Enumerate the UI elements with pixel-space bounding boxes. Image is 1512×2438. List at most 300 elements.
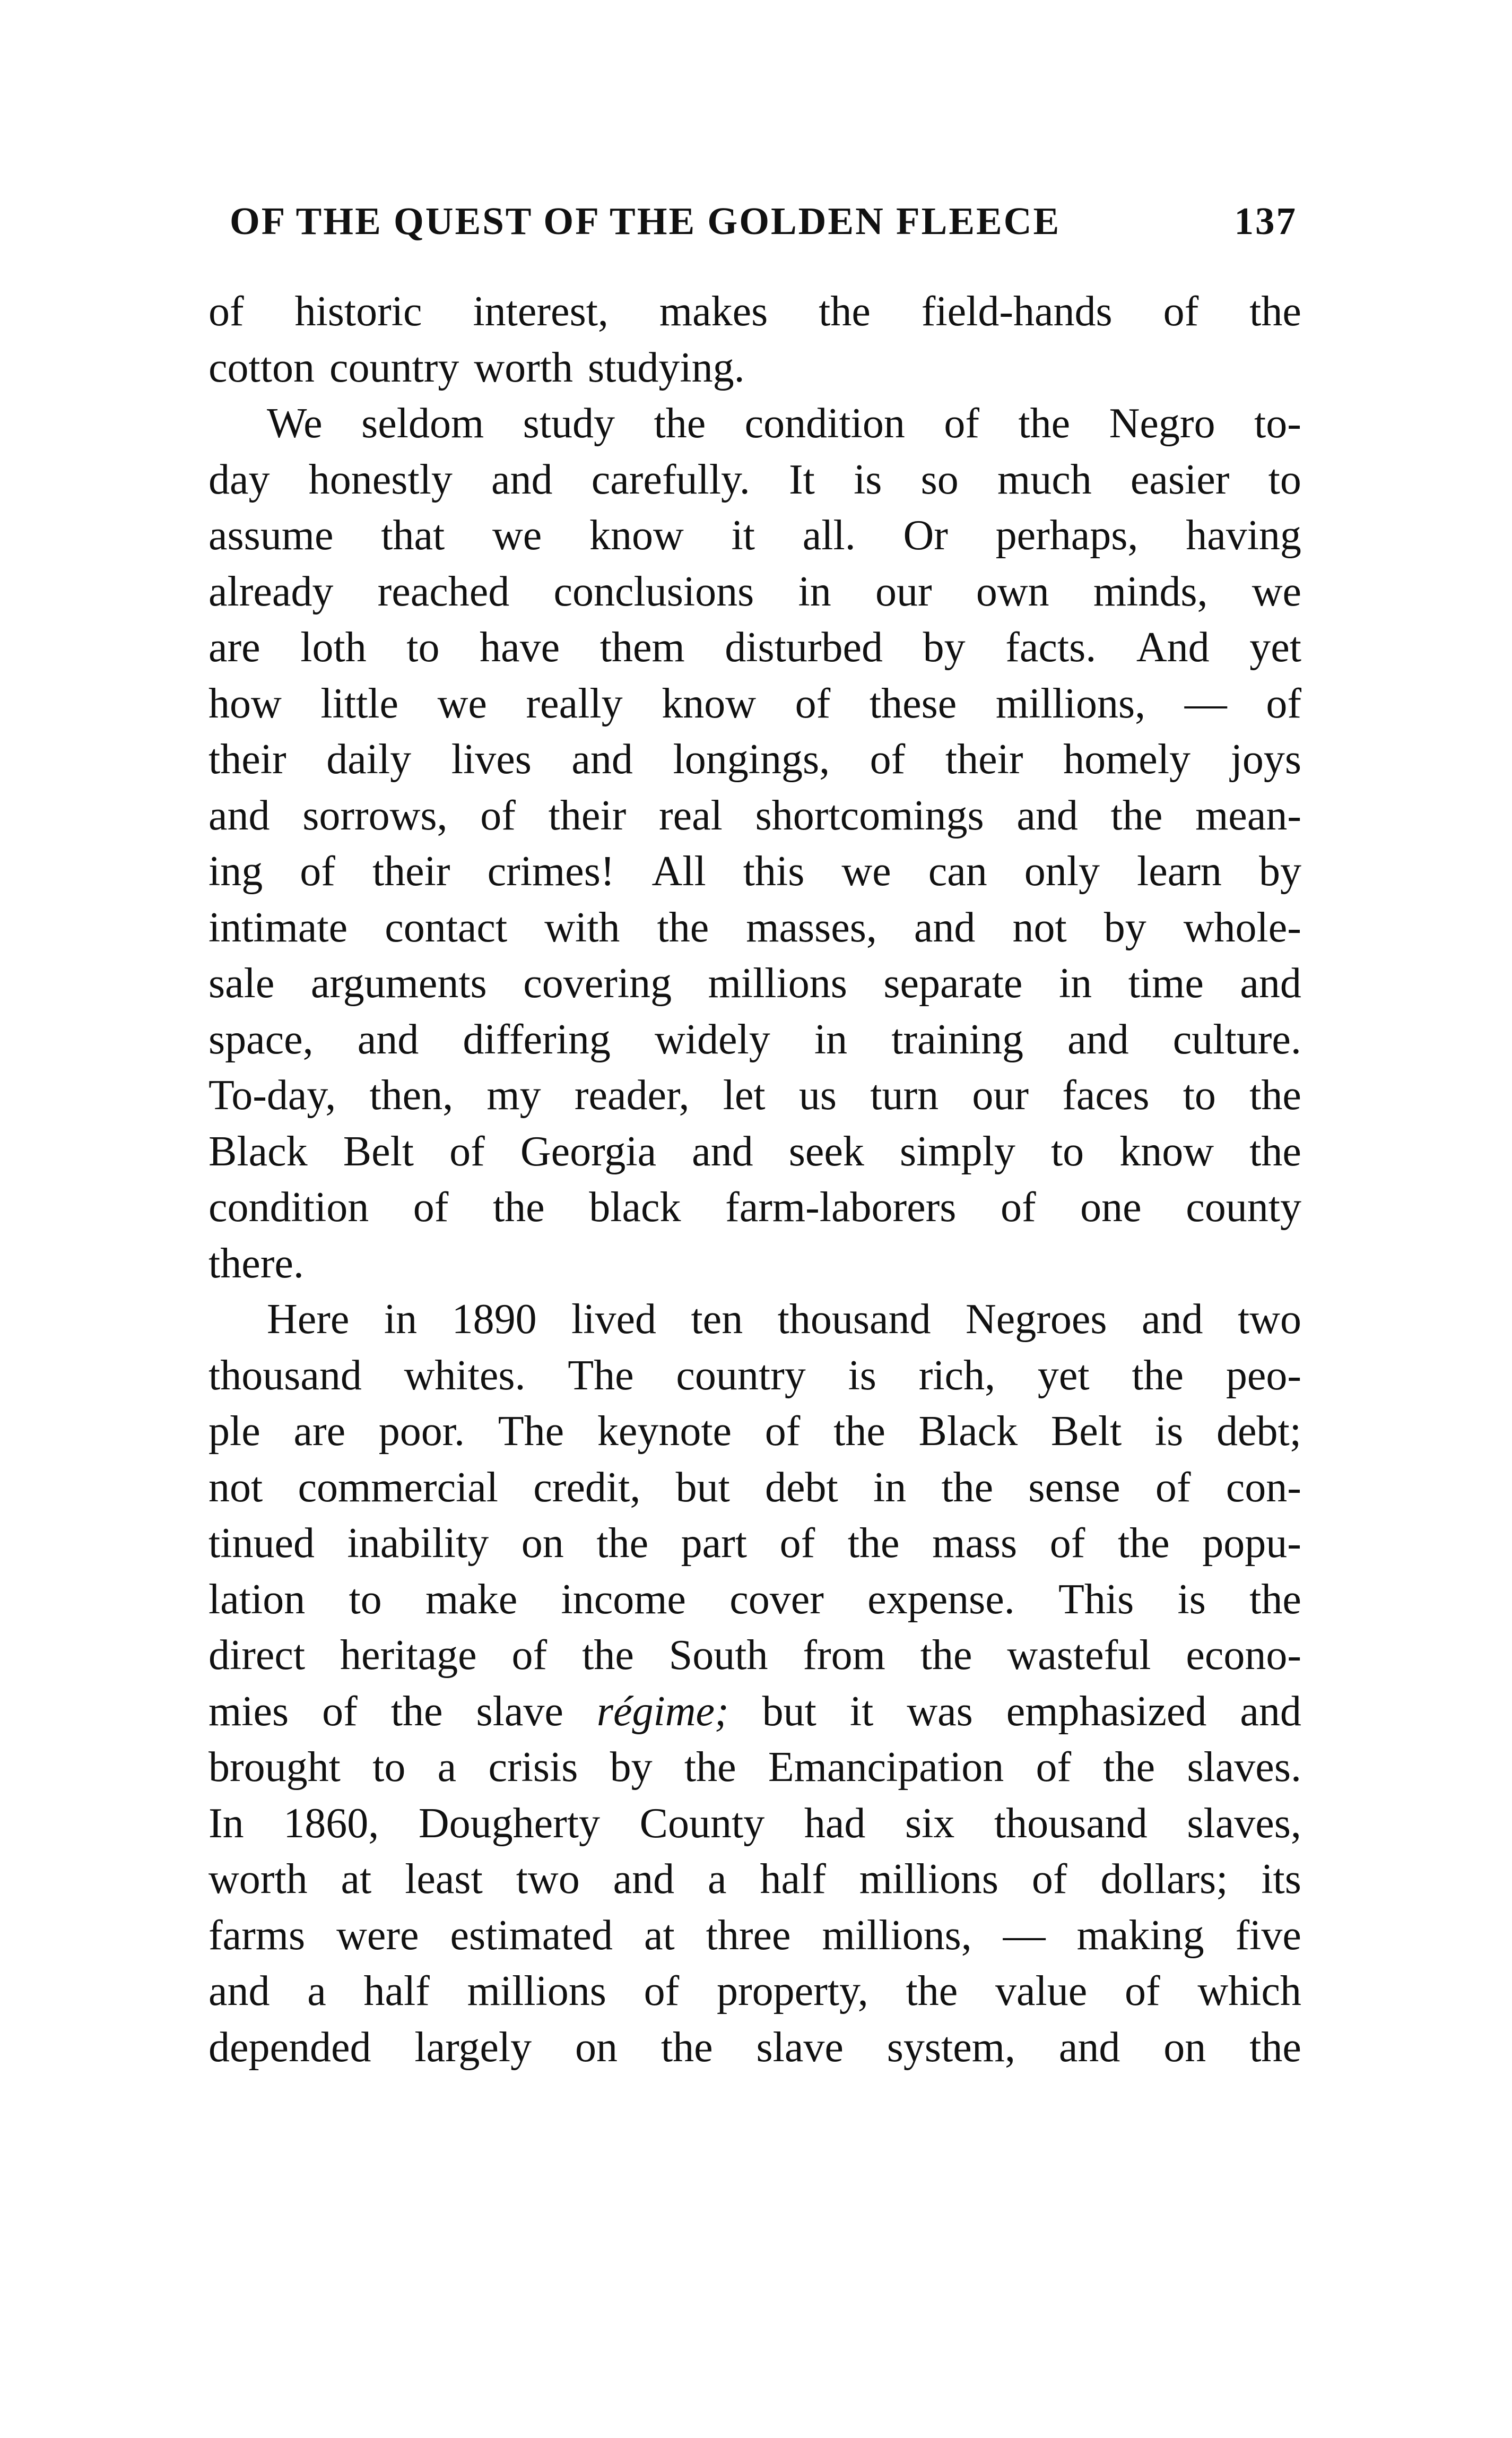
word: loth (300, 624, 367, 671)
word: by (610, 1744, 653, 1791)
word: the (657, 904, 709, 951)
word: little (320, 680, 399, 727)
word: mean- (1195, 792, 1301, 839)
word: only (1024, 848, 1100, 895)
word: daily (326, 736, 412, 783)
word: Negroes (965, 1296, 1107, 1343)
word: whole- (1183, 904, 1301, 951)
word: of (1155, 1464, 1191, 1511)
word: Or (903, 512, 948, 559)
word: Negro (1109, 400, 1215, 447)
word: was (907, 1688, 973, 1735)
word: of (322, 1688, 358, 1735)
text-line (208, 732, 1301, 788)
word: easier (1130, 456, 1230, 503)
word: millions, (995, 680, 1146, 727)
word: the (1249, 2024, 1301, 2071)
word: con- (1226, 1464, 1301, 1511)
word: having (1186, 512, 1301, 559)
word: dollars; (1100, 1856, 1228, 1903)
word: day (208, 456, 270, 503)
word: is (1154, 1408, 1184, 1455)
word: simply (900, 1128, 1015, 1175)
word: of (208, 288, 244, 335)
word: poor. (378, 1408, 465, 1455)
word: we (492, 512, 542, 559)
word: the (661, 2024, 713, 2071)
word: thousand (777, 1296, 931, 1343)
word: culture. (1172, 1016, 1301, 1063)
text-line (208, 1740, 1301, 1796)
word: inability (347, 1520, 489, 1567)
word: with (544, 904, 620, 951)
word: historic (294, 288, 422, 335)
word: régime; (596, 1688, 729, 1735)
word: of (870, 736, 906, 783)
word: sense (1028, 1464, 1120, 1511)
word: reached (377, 568, 510, 615)
word: Georgia (520, 1128, 657, 1175)
text-line (208, 1012, 1301, 1068)
word: worth (474, 344, 573, 391)
word: of (644, 1968, 680, 2015)
word: millions (859, 1856, 998, 1903)
word: Here (267, 1296, 350, 1343)
word: studying. (587, 344, 745, 391)
word: slaves, (1187, 1800, 1301, 1847)
word: one (1080, 1184, 1142, 1231)
word: value (995, 1968, 1088, 2015)
text-line (208, 788, 1301, 844)
text-line (208, 1572, 1301, 1628)
word: of (944, 400, 979, 447)
word: not (1012, 904, 1067, 951)
word: rich, (918, 1352, 996, 1399)
word: perhaps, (995, 512, 1139, 559)
word: In (208, 1800, 244, 1847)
word: worth (208, 1856, 308, 1903)
word: of (1125, 1968, 1160, 2015)
word: the (1249, 1072, 1301, 1119)
word: millions (467, 1968, 606, 2015)
word: its (1261, 1856, 1301, 1903)
word: real (658, 792, 723, 839)
word: the (654, 400, 706, 447)
word: our (972, 1072, 1029, 1119)
word: — (1003, 1912, 1046, 1959)
word: county (1186, 1184, 1301, 1231)
word: a (708, 1856, 727, 1903)
word: five (1235, 1912, 1301, 1959)
word: econo- (1186, 1632, 1301, 1679)
word: making (1076, 1912, 1204, 1959)
word: and (571, 736, 633, 783)
text-line (208, 508, 1301, 564)
word: crisis (488, 1744, 578, 1791)
word: commercial (298, 1464, 499, 1511)
text-line (208, 452, 1301, 508)
word: all. (802, 512, 856, 559)
word: emphasized (1006, 1688, 1207, 1735)
word: of (795, 680, 831, 727)
word: the (1103, 1744, 1155, 1791)
word: Black (208, 1128, 308, 1175)
word: learn (1137, 848, 1222, 895)
word: half (760, 1856, 826, 1903)
word: mass (932, 1520, 1018, 1567)
word: the (492, 1184, 545, 1231)
word: crimes! (487, 848, 615, 895)
word: are (293, 1408, 346, 1455)
text-line (208, 2020, 1301, 2076)
word: training (891, 1016, 1024, 1063)
word: of (779, 1520, 815, 1567)
word: country (329, 344, 459, 391)
word: Emancipation (768, 1744, 1004, 1791)
word: and (357, 1016, 419, 1063)
word: sale (208, 960, 275, 1007)
word: whites. (404, 1352, 526, 1399)
word: intimate (208, 904, 348, 951)
word: from (803, 1632, 885, 1679)
word: these (869, 680, 957, 727)
word: us (798, 1072, 837, 1119)
word: ing (208, 848, 263, 895)
word: on (1163, 2024, 1206, 2071)
word: were (336, 1912, 419, 1959)
word: homely (1063, 736, 1191, 783)
word: know (1119, 1128, 1214, 1175)
word: system, (887, 2024, 1015, 2071)
word: honestly (308, 456, 453, 503)
word: make (425, 1576, 518, 1623)
word: We (267, 400, 323, 447)
word: is (854, 456, 882, 503)
running-head-title: OF THE QUEST OF THE GOLDEN FLEECE (230, 200, 1061, 243)
word: and (1067, 1016, 1129, 1063)
word: brought (208, 1744, 341, 1791)
word: can (928, 848, 987, 895)
word: to (406, 624, 440, 671)
text-line (208, 396, 1301, 452)
word: County (639, 1800, 765, 1847)
word: shortcomings (755, 792, 984, 839)
word: of (511, 1632, 548, 1679)
word: and (692, 1128, 753, 1175)
word: half (363, 1968, 430, 2015)
word: wasteful (1007, 1632, 1151, 1679)
word: cover (729, 1576, 824, 1623)
word: to (349, 1576, 382, 1623)
word: to (1268, 456, 1301, 503)
word: the (596, 1520, 649, 1567)
word: widely (654, 1016, 770, 1063)
word: Belt (343, 1128, 414, 1175)
word: heritage (340, 1632, 477, 1679)
word: yet (1249, 624, 1301, 671)
word: of (1266, 680, 1301, 727)
text-line (208, 1068, 1301, 1124)
word: to (372, 1744, 406, 1791)
word: of (1031, 1856, 1067, 1903)
word: on (575, 2024, 618, 2071)
word: sorrows, (302, 792, 448, 839)
word: field-hands (921, 288, 1113, 335)
word: three (706, 1912, 791, 1959)
word: and (613, 1856, 675, 1903)
word: South (668, 1632, 768, 1679)
word: this (743, 848, 805, 895)
word: and (1240, 1688, 1301, 1735)
word: the (819, 288, 871, 335)
text-line (208, 284, 1301, 340)
word: slave (476, 1688, 563, 1735)
word: yet (1037, 1352, 1090, 1399)
word: condition (744, 400, 905, 447)
word: facts. (1005, 624, 1097, 671)
word: And (1136, 624, 1210, 671)
word: which (1197, 1968, 1301, 2015)
word: a (437, 1744, 457, 1791)
word: and (208, 1968, 270, 2015)
text-line (208, 1180, 1301, 1236)
word: so (920, 456, 959, 503)
word: makes (659, 288, 768, 335)
word: much (997, 456, 1092, 503)
page-number: 137 (1234, 200, 1297, 243)
text-line (208, 1684, 1301, 1740)
word: Dougherty (418, 1800, 601, 1847)
word: the (1249, 1128, 1301, 1175)
word: Black (918, 1408, 1018, 1455)
word: To-day, (208, 1072, 336, 1119)
word: let (723, 1072, 766, 1119)
text-line (208, 1124, 1301, 1180)
word: popu- (1202, 1520, 1301, 1567)
word: and (1016, 792, 1078, 839)
text-line (208, 1516, 1301, 1572)
word: to (1183, 1072, 1216, 1119)
word: had (804, 1800, 866, 1847)
word: tinued (208, 1520, 315, 1567)
word: their (945, 736, 1023, 783)
word: is (1177, 1576, 1206, 1623)
word: slaves. (1187, 1744, 1301, 1791)
word: the (1132, 1352, 1184, 1399)
word: lived (571, 1296, 656, 1343)
word: how (208, 680, 282, 727)
word: the (684, 1744, 736, 1791)
text-line (208, 676, 1301, 732)
word: the (390, 1688, 443, 1735)
word: conclusions (553, 568, 754, 615)
word: in (873, 1464, 907, 1511)
word: the (1117, 1520, 1170, 1567)
word: of (1049, 1520, 1085, 1567)
word: the (906, 1968, 958, 2015)
word: differing (463, 1016, 611, 1063)
word: debt (765, 1464, 838, 1511)
word: it (731, 512, 755, 559)
text-line (208, 1460, 1301, 1516)
word: know (589, 512, 684, 559)
word: thousand (994, 1800, 1148, 1847)
word: income (561, 1576, 686, 1623)
word: slave (756, 2024, 844, 2071)
word: seek (788, 1128, 864, 1175)
text-line (208, 1852, 1301, 1908)
word: in (1058, 960, 1092, 1007)
word: their (208, 736, 286, 783)
word: disturbed (725, 624, 883, 671)
word: on (521, 1520, 564, 1567)
word: to- (1254, 400, 1301, 447)
word: least (405, 1856, 483, 1903)
word: the (1249, 288, 1301, 335)
text-line (208, 1404, 1301, 1460)
word: the (941, 1464, 994, 1511)
word: but (762, 1688, 816, 1735)
word: separate (883, 960, 1023, 1007)
word: debt; (1216, 1408, 1301, 1455)
word: ten (691, 1296, 743, 1343)
text-line (208, 900, 1301, 956)
word: assume (208, 512, 334, 559)
word: of (1163, 288, 1199, 335)
word: by (1258, 848, 1301, 895)
word: there. (208, 1240, 304, 1287)
word: and (1058, 2024, 1120, 2071)
word: by (1103, 904, 1146, 951)
word: peo- (1226, 1352, 1301, 1399)
word: the (833, 1408, 885, 1455)
word: thousand (208, 1352, 362, 1399)
word: This (1058, 1576, 1134, 1623)
text-line (208, 956, 1301, 1012)
word: depended (208, 2024, 371, 2071)
text-line (208, 340, 1301, 396)
word: estimated (450, 1912, 613, 1959)
word: millions, (822, 1912, 972, 1959)
word: the (920, 1632, 972, 1679)
word: in (384, 1296, 418, 1343)
word: by (923, 624, 966, 671)
text-line (208, 1908, 1301, 1964)
word: the (1018, 400, 1071, 447)
word: it (849, 1688, 874, 1735)
word: six (905, 1800, 955, 1847)
word: minds, (1093, 568, 1208, 615)
word: and (208, 792, 270, 839)
word: the (1249, 1576, 1301, 1623)
word: and (914, 904, 976, 951)
word: not (208, 1464, 263, 1511)
word: we (437, 680, 487, 727)
word: to (1050, 1128, 1084, 1175)
word: interest, (473, 288, 609, 335)
word: The (498, 1408, 564, 1455)
word: our (875, 568, 932, 615)
word: 1890 (451, 1296, 537, 1343)
text-line (208, 1628, 1301, 1684)
word: seldom (361, 400, 484, 447)
word: ple (208, 1408, 260, 1455)
word: black (589, 1184, 681, 1231)
text-line (208, 620, 1301, 676)
word: own (976, 568, 1049, 615)
word: reader, (574, 1072, 690, 1119)
word: time (1128, 960, 1204, 1007)
word: longings, (673, 736, 830, 783)
word: that (381, 512, 445, 559)
word: a (307, 1968, 326, 2015)
word: lives (451, 736, 532, 783)
text-line (208, 1964, 1301, 2020)
word: part (681, 1520, 748, 1567)
word: Belt (1050, 1408, 1122, 1455)
word: turn (870, 1072, 939, 1119)
word: condition (208, 1184, 369, 1231)
word: then, (369, 1072, 454, 1119)
word: largely (414, 2024, 532, 2071)
body-text (208, 284, 1301, 2076)
word: but (675, 1464, 730, 1511)
word: and (491, 456, 553, 503)
word: — (1184, 680, 1227, 727)
word: of (480, 792, 516, 839)
word: All (651, 848, 706, 895)
text-line (208, 564, 1301, 620)
word: know (662, 680, 757, 727)
word: really (526, 680, 623, 727)
word: millions (708, 960, 847, 1007)
word: their (372, 848, 450, 895)
word: faces (1062, 1072, 1150, 1119)
word: we (841, 848, 891, 895)
word: and (1141, 1296, 1203, 1343)
word: the (582, 1632, 634, 1679)
text-line (208, 1236, 1301, 1292)
word: farms (208, 1912, 306, 1959)
word: of (764, 1408, 801, 1455)
word: direct (208, 1632, 306, 1679)
word: of (449, 1128, 485, 1175)
word: in (798, 568, 831, 615)
word: mies (208, 1688, 289, 1735)
word: we (1252, 568, 1301, 615)
word: two (1237, 1296, 1301, 1343)
word: property, (716, 1968, 868, 2015)
text-line (208, 1292, 1301, 1348)
word: arguments (310, 960, 487, 1007)
word: of (413, 1184, 449, 1231)
word: carefully. (591, 456, 750, 503)
text-line (208, 844, 1301, 900)
word: The (568, 1352, 634, 1399)
word: of (300, 848, 335, 895)
word: lation (208, 1576, 306, 1623)
word: are (208, 624, 260, 671)
word: country (676, 1352, 806, 1399)
word: expense. (867, 1576, 1015, 1623)
word: already (208, 568, 334, 615)
word: joys (1230, 736, 1301, 783)
word: It (789, 456, 815, 503)
word: masses, (746, 904, 877, 951)
text-line (208, 1796, 1301, 1852)
text-line (208, 1348, 1301, 1404)
word: credit, (533, 1464, 641, 1511)
